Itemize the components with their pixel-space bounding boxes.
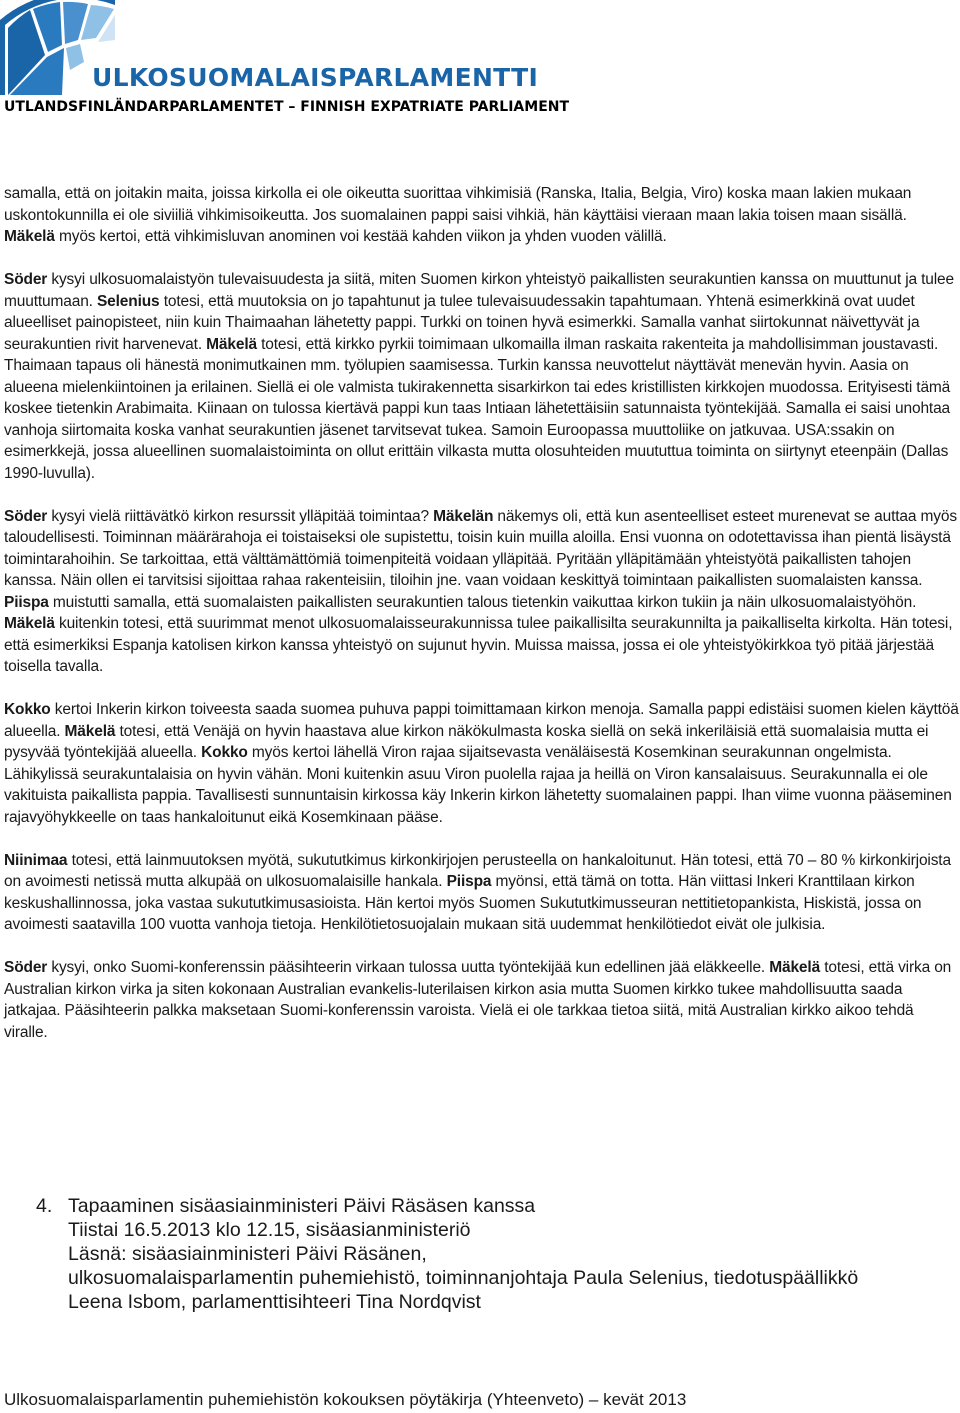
speaker-name: Söder bbox=[4, 271, 48, 288]
paragraph-text: totesi, että virka on Australian kirkon virka ja siten kokonaan Australian evankelis-luterilaisen kirkon asia mutta Suomen kirkko tukee mahdollisuutta saada jatkajaa. Pääsihteerin palkka maksetaan Suomi-konferenssin varoista. Vielä ei ole tarkkaa tietoa siitä, mitä Australian kirkko aikoo tehdä viralle. bbox=[4, 959, 952, 1041]
paragraph-text: kertoi Inkerin kirkon toiveesta saada suomea puhuva pappi toimittamaan kirkon menoja. Samalla pappi edistäisi suomen kielen käyttöä alueella. bbox=[4, 701, 959, 740]
page-footer: Ulkosuomalaisparlamentin puhemiehistön kokouksen pöytäkirja (Yhteenveto) – kevät 2013 bbox=[4, 1390, 687, 1409]
agenda-line: Leena Isbom, parlamenttisihteeri Tina Nordqvist bbox=[68, 1291, 481, 1313]
agenda-line: Tapaaminen sisäasiainministeri Päivi Räsäsen kanssa bbox=[68, 1195, 536, 1217]
speaker-name: Piispa bbox=[446, 873, 492, 890]
minutes-paragraph bbox=[4, 183, 960, 248]
speaker-name: Selenius bbox=[96, 292, 160, 310]
paragraph-text: kysyi vielä riittävätkö kirkon resurssit ylläpitää toimintaa? bbox=[47, 507, 434, 525]
paragraph-text: kuitenkin totesi, että suurimmat menot ulkosuomalaisseurakunnissa tulee paikallisilta seurakunnilta ja paikalliselta kirkolta. Hän totesi, että esimerkiksi Espanja katolisen kirkon kanssa yhteistyö on sujunut hyvin. Muissa maissa, jossa ei ole yhteistyökirkkoa työ pitää järjestää toisella tavalla. bbox=[4, 615, 953, 675]
minutes-paragraph bbox=[4, 850, 960, 936]
paragraph-text: totesi, että lainmuutoksen myötä, sukututkimus kirkonkirjojen perusteella on hankaloitunut. Hän totesi, että 70 – 80 % kirkonkirjoista on avoimesti netissä mutta alkupää on ulkosuomalaisille hankala. bbox=[4, 851, 951, 890]
speaker-name: Mäkelä bbox=[4, 615, 55, 632]
speaker-name: Söder bbox=[4, 507, 48, 525]
paragraph-text: totesi, että muutoksia on jo tapahtunut ja tulee tulevaisuudessakin tapahtumaan. Yhtenä esimerkkinä ovat uudet alueelliset painopisteet, niin kuin Thaimaahan lähetetty pappi. Turkki on toinen hyvä esimerkki. Samalla vanhat siirtokunnat näivettyvät ja seurakuntien rivit harvenevat. bbox=[4, 292, 920, 353]
paragraph-text: kysyi ulkosuomalaistyön tulevaisuudesta ja siitä, miten Suomen kirkon yhteistyö paikallisten seurakuntien kanssa on muuttunut ja tulee muuttumaan. bbox=[4, 271, 954, 310]
speaker-name: Mäkelä bbox=[64, 722, 116, 740]
speaker-name: Mäkelä bbox=[4, 228, 55, 245]
agenda-line: Tiistai 16.5.2013 klo 12.15, sisäasianministeriö bbox=[68, 1219, 471, 1241]
paragraph-text: myös kertoi lähellä Viron rajaa sijaitsevasta venäläisestä Kosemkinan seurakunnan ongelmista. Lähikylissä seurakuntalaisia on hyvin vähän. Moni kuitenkin asuu Viron puolella rajaa ja heillä on Viron kansalaisuus. Seurakunnalla ei ole vakituista paikallista pappia. Tavallisesti sunnuntaisin kirkossa käy Inkerin kirkon lähetetty suomalainen pappi. Ihan viime vuonna pääseminen rajavyöhykkeelle on taas hankaloitunut eikä Kosemkinaan pääse. bbox=[4, 744, 952, 826]
organization-subtitle: UTLANDSFINLÄNDARPARLAMENTET – FINNISH EXPATRIATE PARLIAMENT bbox=[4, 99, 570, 115]
minutes-body bbox=[4, 183, 960, 1065]
speaker-name: Kokko bbox=[4, 701, 51, 718]
paragraph-text: myös kertoi, että vihkimisluvan anominen voi kestää kahden viikon ja yhden vuoden välillä. bbox=[54, 228, 667, 245]
speaker-name: Kokko bbox=[201, 744, 248, 761]
speaker-name: Mäkelä bbox=[206, 335, 257, 353]
speaker-name: Piispa bbox=[4, 593, 49, 611]
paragraph-text: totesi, että kirkko pyrkii toimimaan ulkomailla ilman raskaita rakenteita ja mahdollisimman joustavasti. Thaimaan tapaus oli hänestä monimutkainen mm. työlupien saamisessa. Turkin kanssa neuvottelut näyttävät menevän hyvin. Aasia on alueena mielenkiintoinen ja erilainen. Siellä ei ole valmista tukirakennetta sisarkirkon tai edes kristillisten kirkkojen muodossa. Erityisesti tämä koskee tietenkin Arabimaita. Kiinaan on tulossa kiertävä pappi kun taas Intiaan lähetettäisiin satunnaista työntekijää. Samalla ei saisi unohtaa vanhoja siirtomaita koska vanhat seurakuntien jäsenet tarvitsevat tukea. Samoin Euroopassa muuttoliike on jatkuvaa. USA:ssakin on esimerkkejä, jossa alueellinen suomalaistoiminta on ollut erittäin vilkasta mutta olosuhteiden muututtua toiminta on siirtynyt eteenpäin (Dallas 1990-luvulla). bbox=[4, 335, 951, 482]
paragraph-text: näkemys oli, että kun asenteelliset esteet murenevat se auttaa myös taloudellisesti. Toiminnan määrärahoja ei toistaiseksi ole supistettu, toisin kuin muilla aloilla. Ensi vuonna on odotettavissa ihan pientä lisäystä toimintarahoihin. Se tarkoittaa, että välttämättömiä toimenpiteitä voidaan ylläpitää. Pyritään ylläpitämään yhteistyötä paikallisten tahojen kanssa. Näin ollen ei tarvitsisi sijoittaa rahaa rakenteisiin, tiloihin jne. vaan voidaan keskittyä toimintaan paikallisten suomalaisten kanssa. bbox=[4, 507, 957, 589]
speaker-name: Niinimaa bbox=[4, 851, 68, 869]
minutes-paragraph bbox=[4, 699, 960, 828]
paragraph-text: myönsi, että tämä on totta. Hän viittasi Inkeri Kranttilaan kirkon keskushallinnossa, joka vastaa sukututkimusasioista. Hän kertoi myös Suomen Sukututkimusseuran nettitietopankista, Hiskistä, jossa on avoimesti saatavilla 100 vuotta vanhoja tietoja. Henkilötietosuojalain mukaan sitä uudemmat henkilötiedot eivät ole julkisia. bbox=[4, 873, 922, 933]
paragraph-text: samalla, että on joitakin maita, joissa kirkolla ei ole oikeutta suorittaa vihkimisiä (Ranska, Italia, Belgia, Viro) koska maan lakien mukaan uskontokunnilla ei ole siviiliä vihkimisoikeutta. Jos suomalainen pappi saisi vihkiä, hän käyttäisi vieraan maan lakia toisen maan sisällä. bbox=[4, 185, 912, 224]
agenda-line: Läsnä: sisäasiainministeri Päivi Räsänen, bbox=[68, 1243, 427, 1265]
paragraph-text: kysyi, onko Suomi-konferenssin pääsihteerin virkaan tulossa uutta työntekijää kun edellinen jää eläkkeelle. bbox=[47, 959, 770, 976]
speaker-name: Mäkelä bbox=[769, 959, 821, 976]
speaker-name: Söder bbox=[4, 959, 48, 976]
paragraph-text: totesi, että Venäjä on hyvin haastava alue kirkon näkökulmasta koska siellä on sekä inkeriläisiä että suomalaisia mutta ei pysyvää työntekijää alueella. bbox=[4, 722, 929, 761]
minutes-paragraph bbox=[4, 269, 960, 484]
minutes-paragraph bbox=[4, 957, 960, 1043]
organization-name: ULKOSUOMALAISPARLAMENTTI bbox=[92, 63, 539, 92]
minutes-paragraph bbox=[4, 506, 960, 678]
speaker-name: Mäkelän bbox=[433, 507, 494, 525]
agenda-item-number: 4. bbox=[36, 1195, 53, 1217]
paragraph-text: muistutti samalla, että suomalaisten paikallisten seurakuntien talous tietenkin vaikuttaa kirkon tukiin ja näin ulkosuomalaistyöhön. bbox=[48, 593, 917, 611]
agenda-line: ulkosuomalaisparlamentin puhemiehistö, toiminnanjohtaja Paula Selenius, tiedotuspäällikkö bbox=[68, 1267, 859, 1289]
agenda-item-details bbox=[68, 1194, 858, 1314]
